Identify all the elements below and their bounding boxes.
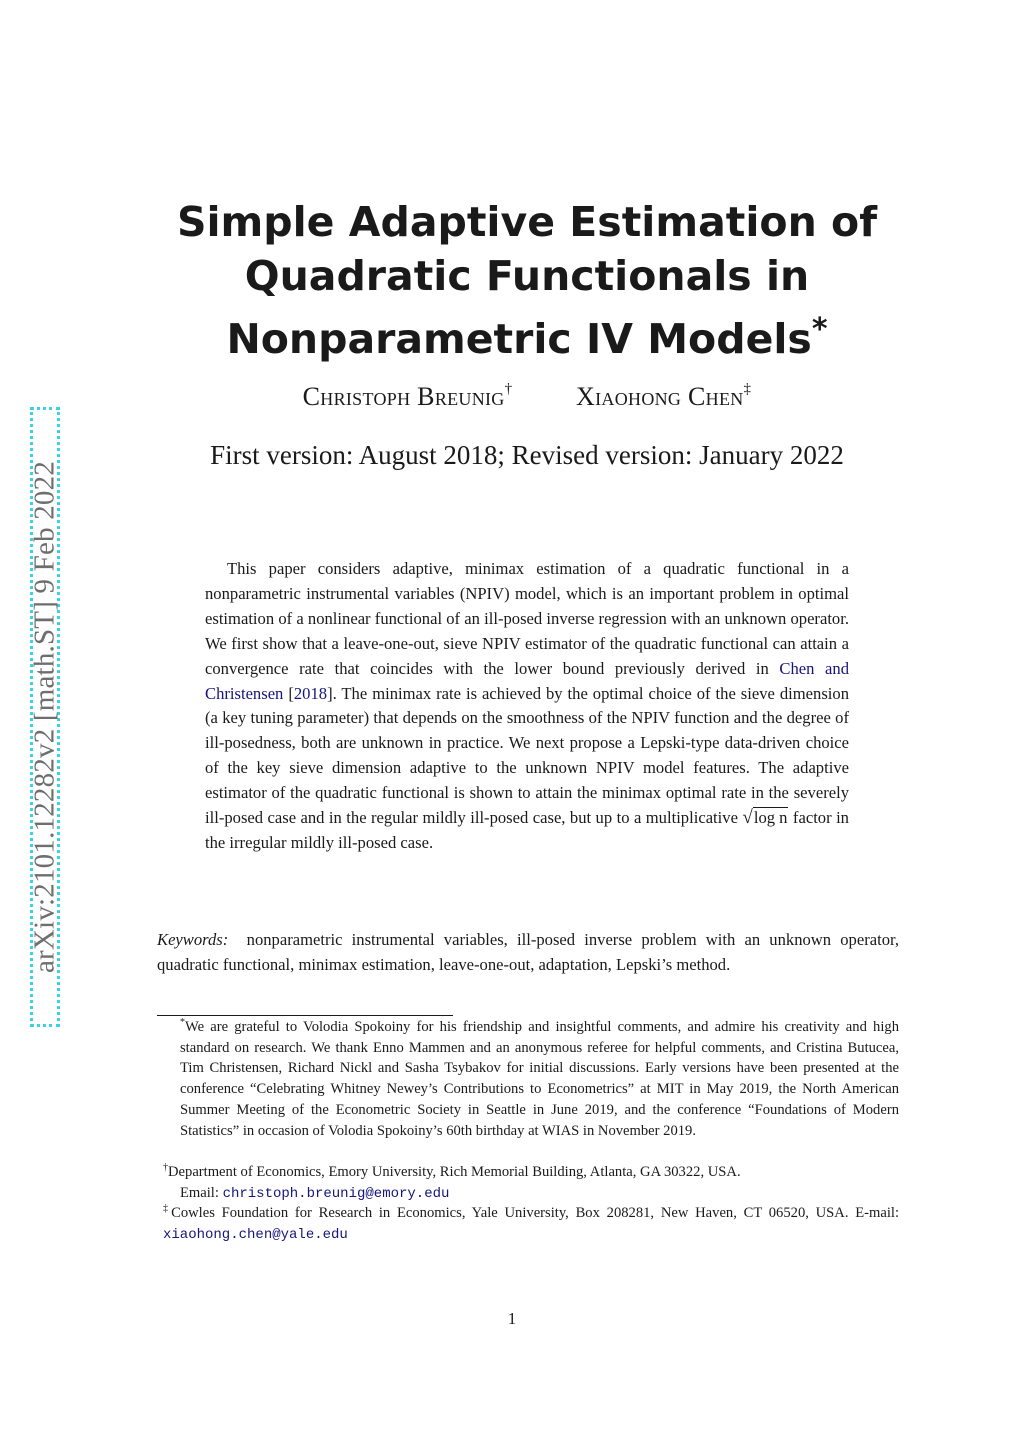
arxiv-stamp-text: arXiv:2101.12282v2 [math.ST] 9 Feb 2022 xyxy=(28,460,61,974)
author-footnote-mark: † xyxy=(504,381,513,397)
keywords-label: Keywords: xyxy=(157,930,229,949)
sqrt-argument: log n xyxy=(753,808,788,828)
author-footnote-mark: ‡ xyxy=(743,381,752,397)
title-line-2: Quadratic Functionals in xyxy=(244,252,810,300)
abstract-text-end: factor in the irregular mildly ill-posed case. xyxy=(205,808,849,852)
email-link-chen[interactable]: xiaohong.chen@yale.edu xyxy=(163,1226,348,1243)
sqrt-log-n xyxy=(742,806,788,831)
author-name: Christoph Breunig xyxy=(302,382,505,411)
sqrt-symbol: √ xyxy=(742,807,753,829)
version-dates: First version: August 2018; Revised version: January 2022 xyxy=(210,440,844,470)
cite-close: ] xyxy=(327,683,333,703)
footnote-mark: ‡ xyxy=(163,1203,172,1214)
author-chen xyxy=(576,382,751,411)
citation-link-chen-christensen[interactable]: Chen and Christensen xyxy=(205,658,850,703)
paper-title xyxy=(150,195,904,366)
cite-open: [ xyxy=(283,683,294,703)
email-label: Email: xyxy=(180,1184,223,1201)
citation-link-year[interactable]: 2018 xyxy=(293,683,328,703)
page-number: 1 xyxy=(507,1309,517,1328)
footnote-breunig xyxy=(163,1162,899,1204)
author-breunig xyxy=(303,382,513,411)
footnote-affiliation: Cowles Foundation for Research in Economics, Yale University, Box 208281, New Haven, CT 06520, USA. xyxy=(171,1205,849,1221)
footnote-mark: † xyxy=(163,1162,168,1173)
abstract xyxy=(205,557,849,856)
footnote-mark: * xyxy=(180,1017,185,1028)
footnote-affiliation: Department of Economics, Emory University, Rich Memorial Building, Atlanta, GA 30322, USA. xyxy=(168,1164,741,1180)
title-line-3: Nonparametric IV Models xyxy=(226,315,812,363)
title-line-1: Simple Adaptive Estimation of xyxy=(176,198,878,246)
footnote-acknowledgement xyxy=(163,1017,899,1141)
keywords xyxy=(157,928,899,978)
keywords-text: nonparametric instrumental variables, ill-posed inverse problem with an unknown operator, quadratic functional, minimax estimation, leave-one-out, adaptation, Lepski’s method. xyxy=(157,930,900,974)
email-link-breunig[interactable]: christoph.breunig@emory.edu xyxy=(222,1185,450,1202)
footnote-text: We are grateful to Volodia Spokoiny for his friendship and insightful comments, and admire his creativity and high standard on research. We thank Enno Mammen and an anonymous referee for helpful comments, and Cristina Butucea, Tim Christensen, Richard Nickl and Sasha Tsybakov for initial discussions. Early versions have been presented at the conference “Celebrating Whitney Newey’s Contributions to Econometrics” at MIT in May 2019, the North American Summer Meeting of the Econometric Society in Seattle in June 2019, and the conference “Foundations of Modern Statistics” in occasion of Volodia Spokoiny’s 60th birthday at WIAS in November 2019. xyxy=(180,1019,899,1139)
title-footnote-mark: * xyxy=(811,312,828,347)
abstract-text-continued: . The minimax rate is achieved by the optimal choice of the sieve dimension (a key tuning parameter) that depends on the smoothness of the NPIV function and the degree of ill-posedness, both are unknown in practice. We next propose a Lepski-type data-driven choice of the key sieve dimension adaptive to the unknown NPIV model features. The adaptive estimator of the quadratic functional is shown to attain the minimax optimal rate in the severely ill-posed case and in the regular mildly ill-posed case, but up to a multiplicative xyxy=(205,683,850,828)
abstract-text: This paper considers adaptive, minimax estimation of a quadratic functional in a nonparametric instrumental variables (NPIV) model, which is an important problem in optimal estimation of a nonlinear functional of an ill-posed inverse regression with an unknown operator. We first show that a leave-one-out, sieve NPIV estimator of the quadratic functional can attain a convergence rate that coincides with the lower bound previously derived in xyxy=(205,559,849,678)
author-name: Xiaohong Chen xyxy=(576,382,744,411)
arxiv-stamp xyxy=(30,407,60,1027)
email-label: E-mail: xyxy=(848,1205,900,1221)
footnote-divider xyxy=(157,1015,453,1016)
author-list xyxy=(150,382,904,412)
footnote-chen xyxy=(163,1203,899,1245)
